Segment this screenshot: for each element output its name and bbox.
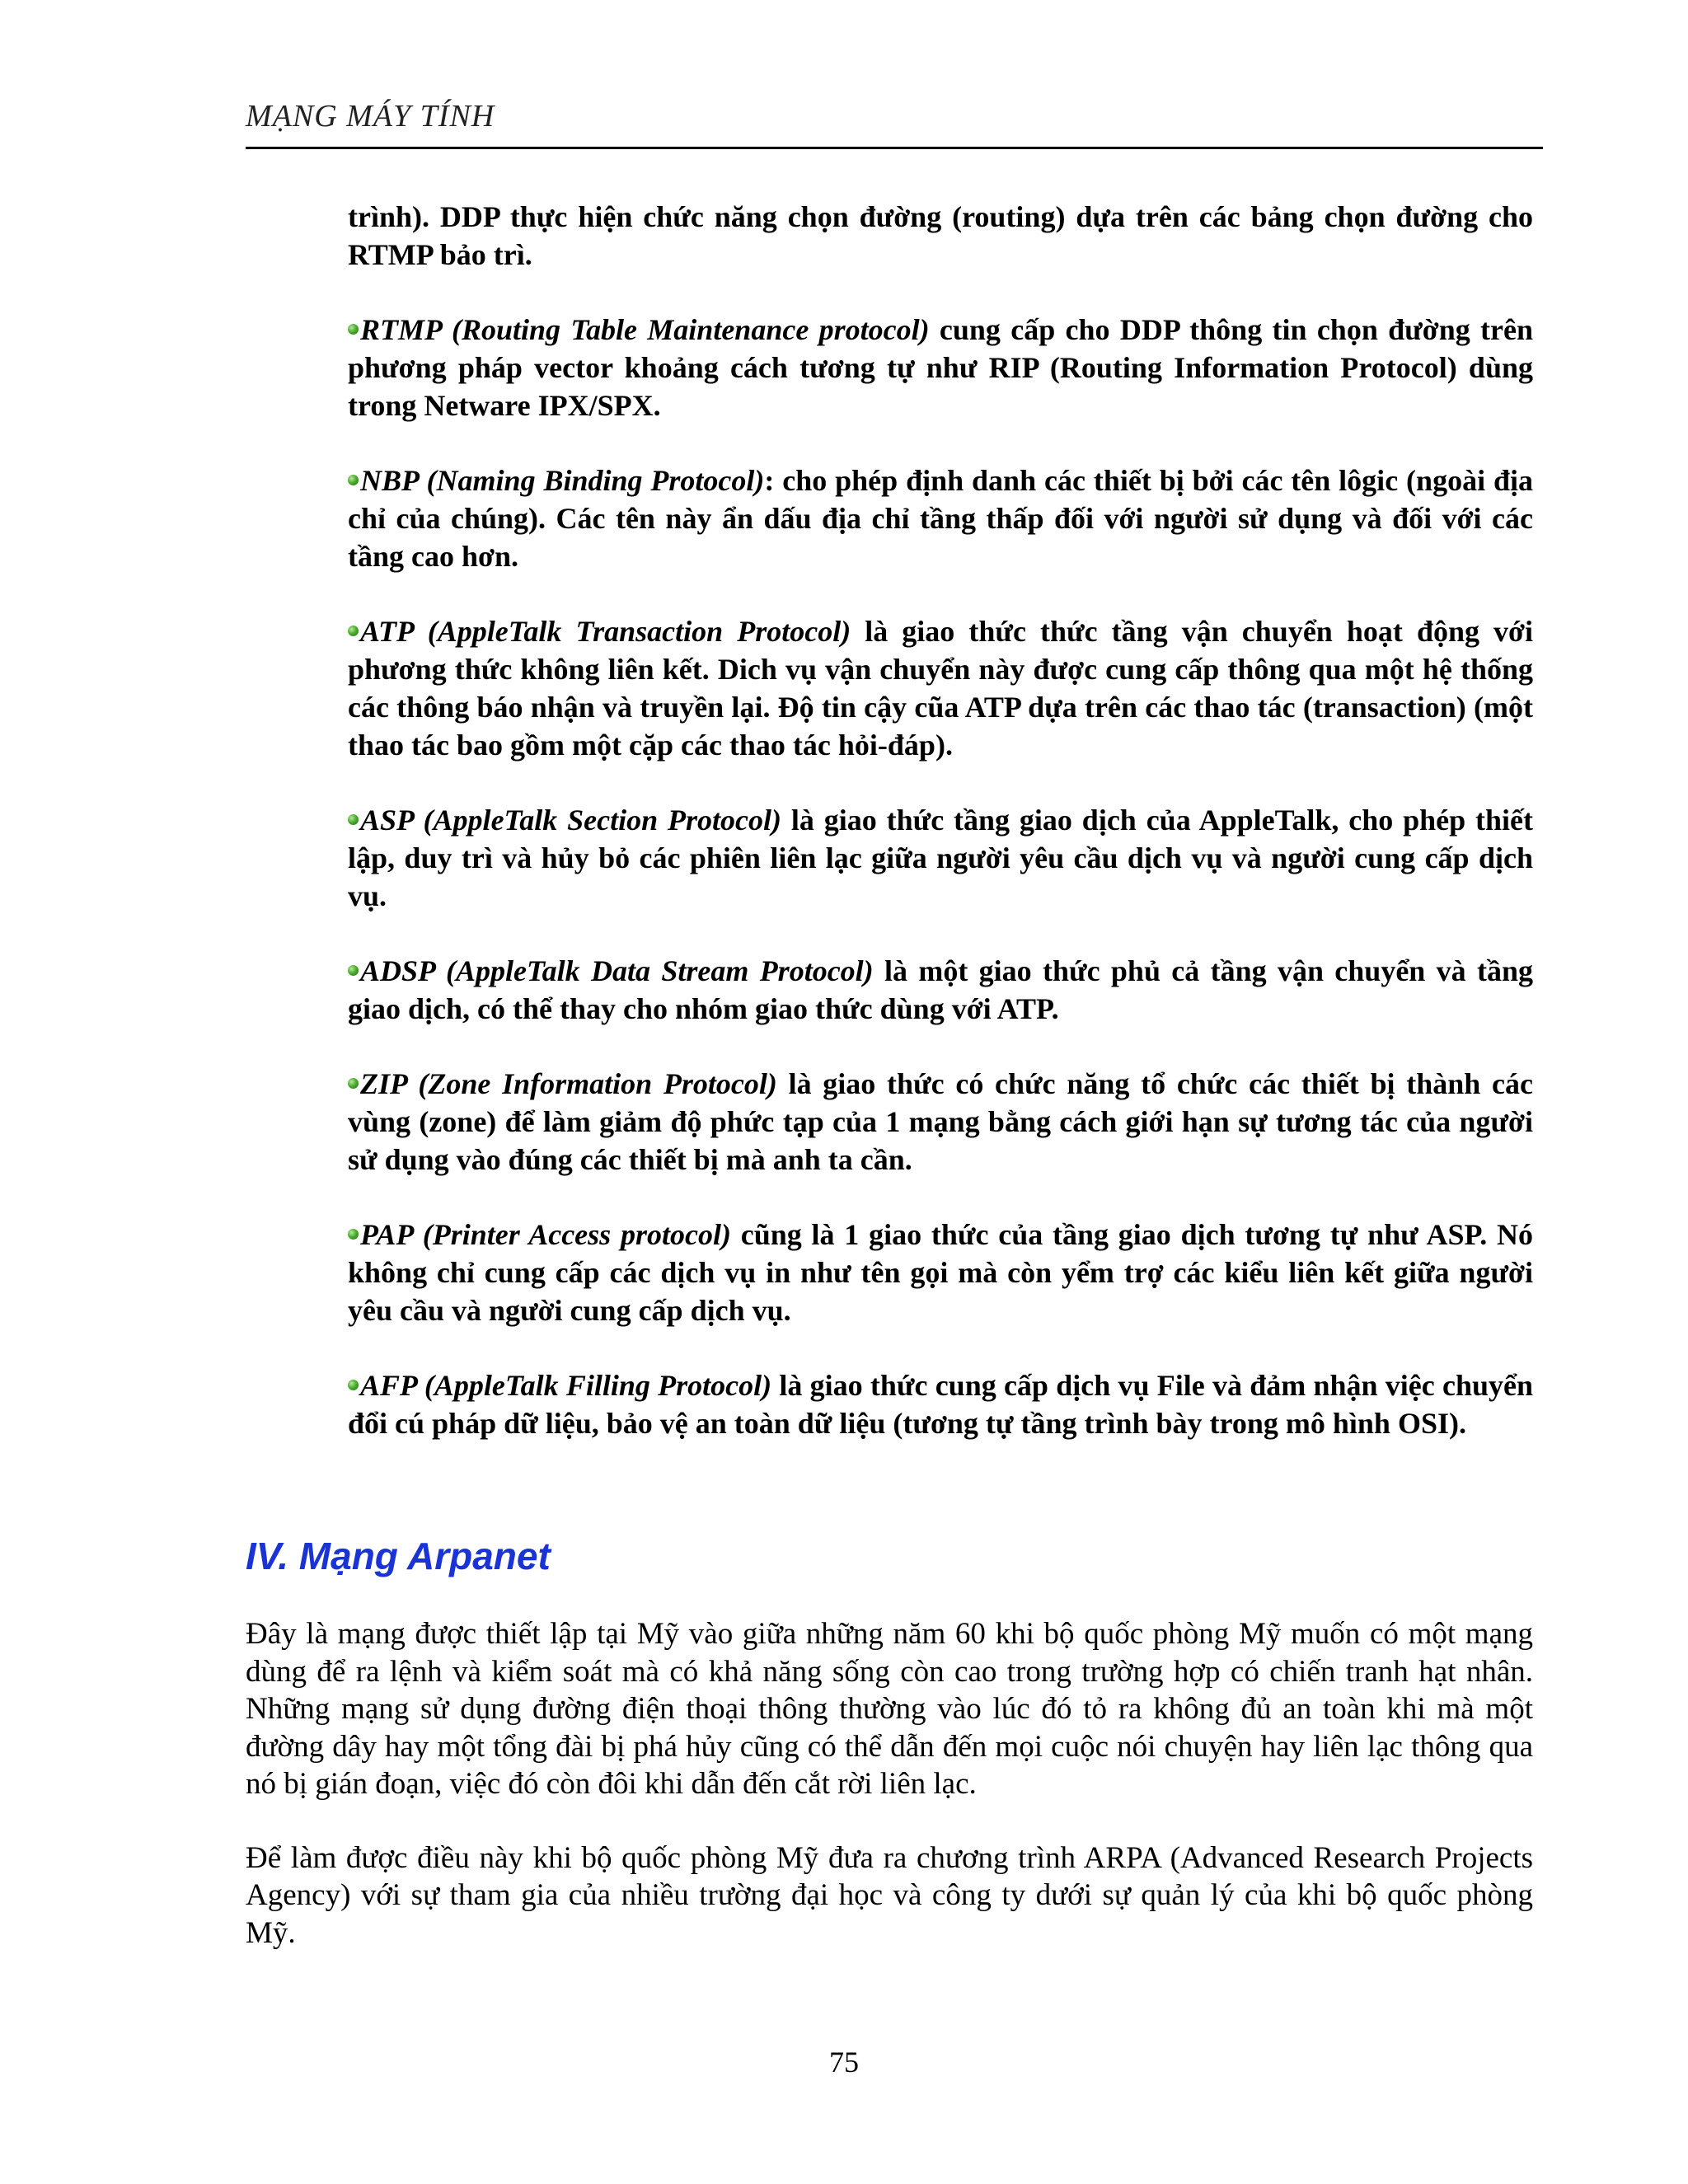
list-item: [348, 1065, 1533, 1179]
protocol-description: cung cấp cho DDP thông tin chọn đường trên phương pháp vector khoảng cách tương tự như RIP (Routing Information Protocol) dùng trong Netware IPX/SPX.: [348, 313, 1534, 422]
green-ball-bullet-icon: [348, 1229, 359, 1240]
green-ball-bullet-icon: [348, 324, 359, 335]
green-ball-bullet-icon: [348, 965, 359, 976]
section-heading: IV. Mạng Arpanet: [246, 1535, 551, 1577]
green-ball-bullet-icon: [348, 626, 359, 636]
continuation-text: trình). DDP thực hiện chức năng chọn đường (routing) dựa trên các bảng chọn đường cho RTMP bảo trì.: [348, 200, 1533, 271]
protocol-description: cũng là 1 giao thức của tầng giao dịch tương tự như ASP. Nó không chỉ cung cấp các dịch vụ in như tên gọi mà còn yểm trợ các kiểu liên kết giữa người yêu cầu và người cung cấp dịch vụ.: [348, 1218, 1533, 1327]
protocol-description: là giao thức tầng giao dịch của AppleTalk, cho phép thiết lập, duy trì và hủy bỏ các phiên liên lạc giữa người yêu cầu dịch vụ và người cung cấp dịch vụ.: [348, 804, 1533, 912]
page-header: [246, 97, 1543, 135]
list-item: [348, 952, 1533, 1028]
protocol-term: ASP (AppleTalk Section Protocol): [360, 804, 781, 837]
body-paragraph: Đây là mạng được thiết lập tại Mỹ vào giữa những năm 60 khi bộ quốc phòng Mỹ muốn có một mạng dùng để ra lệnh và kiểm soát mà có khả năng sống còn cao trong trường hợp có chiến tranh hạt nhân. Những mạng sử dụng đường điện thoại thông thường vào lúc đó tỏ ra không đủ an toàn khi mà một đường dây hay một tổng đài bị phá hủy cũng có thể dẫn đến mọi cuộc nói chuyện hay liên lạc thông qua nó bị gián đoạn, việc đó còn đôi khi dẫn đến cắt rời liên lạc.: [246, 1617, 1533, 1801]
protocol-term: ATP (AppleTalk Transaction Protocol): [360, 615, 851, 648]
green-ball-bullet-icon: [348, 1380, 359, 1390]
page-number: 75: [829, 2046, 859, 2079]
green-ball-bullet-icon: [348, 814, 359, 825]
green-ball-bullet-icon: [348, 1078, 359, 1089]
list-item: [348, 801, 1533, 915]
section-body: [246, 1615, 1533, 1988]
protocol-term: NBP (Naming Binding Protocol): [360, 464, 765, 497]
list-item: [348, 462, 1533, 575]
protocol-description: là một giao thức phủ cả tầng vận chuyển và tầng giao dịch, có thể thay cho nhóm giao thức dùng với ATP.: [348, 954, 1533, 1025]
header-divider: [246, 147, 1543, 149]
header-title: MẠNG MÁY TÍNH: [246, 99, 495, 134]
protocol-description: là giao thức có chức năng tổ chức các thiết bị thành các vùng (zone) để làm giảm độ phức tạp của 1 mạng bằng cách giới hạn sự tương tác của người sử dụng vào đúng các thiết bị mà anh ta cần.: [348, 1067, 1533, 1176]
body-paragraph: Để làm được điều này khi bộ quốc phòng Mỹ đưa ra chương trình ARPA (Advanced Research Projects Agency) với sự tham gia của nhiều trường đại học và công ty dưới sự quản lý của khi bộ quốc phòng Mỹ.: [246, 1840, 1533, 1950]
protocol-description: là giao thức cung cấp dịch vụ File và đảm nhận việc chuyển đổi cú pháp dữ liệu, bảo vệ an toàn dữ liệu (tương tự tầng trình bày trong mô hình OSI).: [348, 1369, 1533, 1440]
list-item: [348, 311, 1533, 424]
protocol-description: : cho phép định danh các thiết bị bởi các tên lôgic (ngoài địa chỉ của chúng). Các tên này ẩn dấu địa chỉ tầng thấp đối với người sử dụng và đối với các tầng cao hơn.: [348, 464, 1533, 573]
protocol-term: ZIP (Zone Information Protocol): [360, 1067, 777, 1100]
protocol-list: [348, 198, 1533, 1479]
list-item: [348, 1366, 1533, 1442]
protocol-term: ADSP (AppleTalk Data Stream Protocol): [360, 954, 874, 987]
list-item: [348, 612, 1533, 764]
continuation-paragraph: [348, 198, 1533, 274]
protocol-term: RTMP (Routing Table Maintenance protocol): [360, 313, 930, 346]
green-ball-bullet-icon: [348, 475, 359, 485]
protocol-term: PAP (Printer Access protocol): [360, 1218, 731, 1251]
protocol-description: là giao thức thức tầng vận chuyển hoạt động với phương thức không liên kết. Dich vụ vận chuyển này được cung cấp thông qua một hệ thống các thông báo nhận và truyền lại. Độ tin cậy cũa ATP dựa trên các thao tác (transaction) (một thao tác bao gồm một cặp các thao tác hỏi-đáp).: [348, 615, 1533, 762]
list-item: [348, 1216, 1533, 1329]
protocol-term: AFP (AppleTalk Filling Protocol): [360, 1369, 772, 1402]
